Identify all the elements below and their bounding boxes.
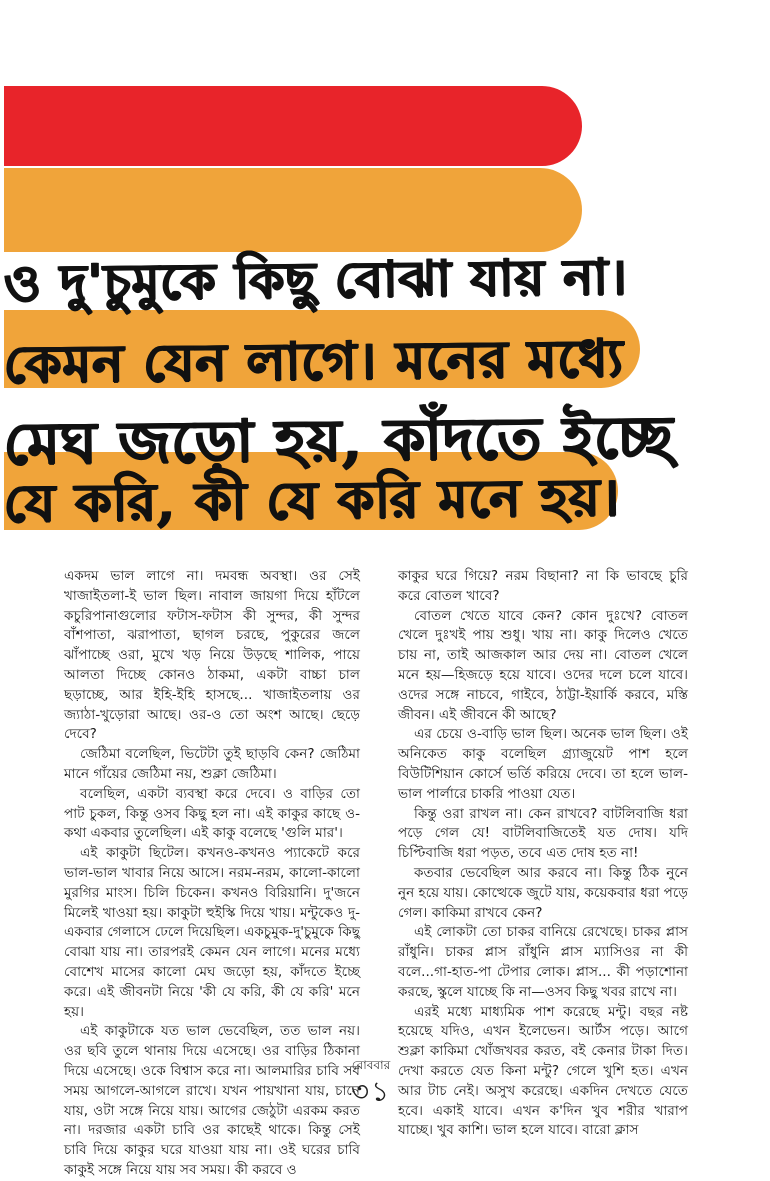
paragraph: বলেছিল, একটা ব্যবস্থা করে দেবে। ও বাড়ির তো পাট চুকল, কিন্তু ওসব কিছু হল না। এই কাকুর কাছে ও-কথা একবার তুলেছিল। এই কাকু বলেছে 'গুলি মার'। bbox=[64, 785, 360, 842]
right-text-column bbox=[398, 567, 688, 1141]
headline-line-2: কেমন যেন লাগে। মনের মধ্যে bbox=[3, 327, 624, 396]
paragraph: কিন্তু ওরা রাখল না। কেন রাখবে? বাটলিবাজি ধরা পড়ে গেল যে! বাটলিবাজিতেই যত দোষ। যদি চিপ্টিবাজি ধরা পড়ত, তবে এত দোষ হত না! bbox=[398, 805, 688, 862]
paragraph: এই কাকুটা ছিটেল। কখনও-কখনও প্যাকেটে করে ভাল-ভাল খাবার নিয়ে আসে। নরম-নরম, কালো-কালো মুরগির মাংস। চিলি চিকেন। কখনও বিরিয়ানি। দু'জনে মিলেই খাওয়া হয়। কাকুটা হুইস্কি দিয়ে খায়। মন্টুকেও দু-একবার গেলাসে ঢেলে দিয়েছিল। একচুমুক-দু'চুমুকে কিছু বোঝা যায় না। তারপরই কেমন যেন লাগে। মনের মধ্যে বোশেখ মাসের কালো মেঘ জড়ো হয়, কাঁদতে ইচ্ছে করে। এই জীবনটা নিয়ে 'কী যে করি, কী যে করি' মনে হয়। bbox=[64, 845, 360, 1020]
page-number: ৩১ bbox=[350, 1075, 392, 1108]
left-text-column bbox=[64, 567, 360, 1181]
paragraph: কতবার ভেবেছিল আর করবে না। কিন্তু ঠিক নুনে নুন হয়ে যায়। কোত্থেকে জুটে যায়, কয়েকবার ধরা পড়ে গেল। কাকিমা রাখবে কেন? bbox=[398, 864, 688, 921]
paragraph: এর চেয়ে ও-বাড়ি ভাল ছিল। অনেক ভাল ছিল। ওই অনিকেত কাকু বলেছিল গ্র্যাজুয়েট পাশ হলে বিউটিশিয়ান কোর্সে ভর্তি করিয়ে দেবে। তা হলে ভাল-ভাল পার্লারে চাকরি পাওয়া যেত। bbox=[398, 726, 688, 802]
orange-decorative-band bbox=[4, 168, 582, 252]
red-decorative-band bbox=[4, 86, 582, 166]
paragraph: এই লোকটা তো চাকর বানিয়ে রেখেছে। চাকর প্লাস রাঁধুনি। চাকর প্লাস রাঁধুনি প্লাস ম্যাসিওর না কী বলে...গা-হাত-পা টেপার লোক। প্লাস... কী পড়াশোনা করছে, স্কুলে যাচ্ছে কি না—ওসব কিছু খবর রাখে না। bbox=[398, 924, 688, 1000]
paragraph: জেঠিমা বলেছিল, ভিটেটা তুই ছাড়বি কেন? জেঠিমা মানে গাঁয়ের জেঠিমা নয়, শুক্লা জেঠিমা। bbox=[64, 746, 360, 782]
paragraph: কাকুর ঘরে গিয়ে? নরম বিছানা? না কি ভাবছে চুরি করে বোতল খাবে? bbox=[398, 568, 688, 604]
headline-line-3: মেঘ জড়ো হয়, কাঁদতে ইচ্ছে bbox=[3, 402, 674, 478]
paragraph: এই কাকুটাকে যত ভাল ভেবেছিল, তত ভাল নয়। ওর ছবি তুলে থানায় দিয়ে এসেছে। ওর বাড়ির ঠিকানা দিয়ে এসেছে। ওকে বিশ্বাস করে না। আলমারির চাবি সব সময় আগলে-আগলে রাখে। যখন পায়খানা যায়, চানে যায়, ওটা সঙ্গে নিয়ে যায়। আগের জেঠুটা এরকম করত না। দরজার একটা চাবি ওর কাছেই থাকে। কিন্তু সেই চাবি দিয়ে কাকুর ঘরে যাওয়া যায় না। ওই ঘরের চাবি কাকুই সঙ্গে নিয়ে যায় সব সময়। কী করবে ও bbox=[64, 1023, 360, 1178]
magazine-name: রোববার bbox=[351, 1058, 391, 1072]
paragraph: একদম ভাল লাগে না। দমবন্ধ অবস্থা। ওর সেই খাজাইতলা-ই ভাল ছিল। নাবাল জায়গা দিয়ে হাঁটলে কচুরিপানাগুলোর ফটাস-ফটাস কী সুন্দর, কী সুন্দর বাঁশপাতা, ঝরাপাতা, ছাগল চরছে, পুকুরের জলে ঝাঁপাচ্ছে ওরা, মুখে খড় নিয়ে উড়ছে শালিক, পায়ে আলতা দিচ্ছে কোনও ঠাকমা, একটা বাচ্চা চাল ছড়াচ্ছে, আর ইহি-ইহি হাসছে... খাজাইতলায় ওর জ্যাঠা-খুড়োরা আছে। ওর-ও তো অংশ আছে। ছেড়ে দেবে? bbox=[64, 568, 360, 743]
headline-line-4: যে করি, কী যে করি মনে হয়। bbox=[3, 466, 621, 535]
headline-line-1: ও দু'চুমুকে কিছু বোঝা যায় না। bbox=[3, 246, 629, 313]
paragraph: এরই মধ্যে মাধ্যমিক পাশ করেছে মন্টু। বছর নষ্ট হয়েছে যদিও, এখন ইলেভেন। আর্টস পড়ে। আগে শুক্লা কাকিমা খোঁজখবর করত, বই কেনার টাকা দিত। দেখা করতে যেত কিনা মন্টু? গেলে খুশি হত। এখন আর টাচ নেই। অসুখ করেছে। একদিন দেখতে যেতে হবে। একাই যাবে। এখন ক'দিন খুব শরীর খারাপ যাচ্ছে। খুব কাশি। ভাল হলে যাবে। বারো ক্লাস bbox=[398, 1003, 688, 1139]
paragraph: বোতল খেতে যাবে কেন? কোন দুঃখে? বোতল খেলে দুঃখই পায় শুধু। খায় না। কাকু দিলেও খেতে চায় না, তাই আজকাল আর দেয় না। বোতল খেলে মনে হয়—হিজড়ে হয়ে যাবে। ওদের দলে চলে যাবে। ওদের সঙ্গে নাচবে, গাইবে, ঠাট্টা-ইয়ার্কি করবে, মস্তি জীবন। এই জীবনে কী আছে? bbox=[398, 607, 688, 723]
